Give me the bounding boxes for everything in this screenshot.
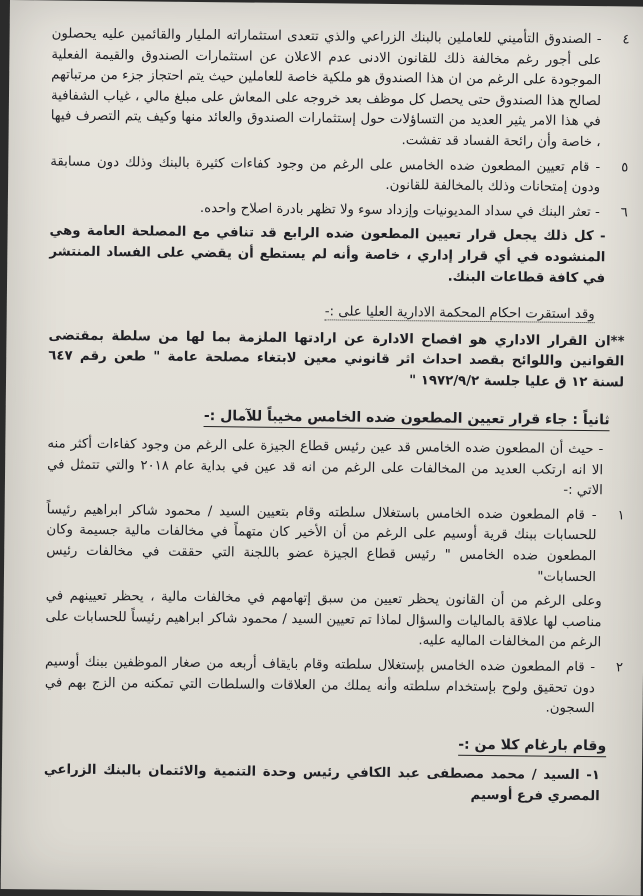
item-number: ١ — [617, 508, 625, 524]
paragraph-summary: - كل ذلك يجعل قرار تعيين المطعون ضده الرابع قد تنافي مع المصلحة العامة وهي المنشوده في أي قرار إداري ، خاصة وأنه لم يستطع أن يقضي على الفساد المنتشر في كافة قطاعات البنك. — [49, 223, 606, 286]
paragraph-5 — [50, 152, 630, 199]
item-number: ٦ — [620, 205, 628, 221]
document-body — [44, 24, 632, 812]
violation-2 — [45, 652, 626, 720]
document-page — [1, 0, 643, 896]
violation-1 — [46, 500, 627, 588]
item-number: ٥ — [621, 159, 629, 176]
court-intro-text: وقد استقرت احكام المحكمة الادارية العليا على :- — [324, 304, 595, 323]
paragraph-6 — [50, 197, 630, 224]
paragraph-fifth-respondent: - حيث أن المطعون ضده الخامس قد عين رئيس قطاع الجيزة على الرغم من وجود كفاءات أكثر منه الا انه ارتكب العديد من المخالفات على الرغم من انه قد عين في بداية عام ٢٠١٨ والتي تتمثل في الاتي :- — [47, 436, 604, 499]
section-heading-second — [48, 404, 628, 431]
item-number: ٤ — [622, 32, 630, 48]
paragraph-text: - قام المطعون ضده الخامس بإستغلال سلطته وقام بايقاف أربعه من صغار الموظفين ببنك أوسيم دون تحقيق ولوح بإستخدام سلطته وأنه يملك من العلاقات والسلطات التي تمكنه من الزج بهم في السجون. — [44, 654, 596, 717]
court-intro — [49, 300, 629, 327]
paragraph-4 — [50, 24, 631, 154]
paragraph-text: - الصندوق التأميني للعاملين بالبنك الزراعي والذي تتعدى استثماراته المليار والقائمين عليه يحصلون على أجور رغم مخالفة ذلك للقانون الادنى عدم الاعلان عن استثمارات الصندوق والقيمة الفعلية الموجودة على الرغم من ان هذا الصندوق هو ملكية خاصة للعاملين حيث يتم احتجاز جزء من مرتباتهم لصالح هذا الصندوق حتى يحصل كل موظف بعد خروجه على المعاش على مبلغ مالي ، غياب الشفافية في هذا الامر يثير العديد من التساؤلات حول إستثمارات الصندوق والعائد منها وكيف يتم التصرف فيها ، خاصة وأن رائحة الفساد قد تفشت. — [50, 26, 602, 151]
paragraph-text: - قام المطعون ضده الخامس باستغلال سلطته وقام بتعيين السيد / محمود شاكر ابراهيم رئيساً للحسابات ببنك قرية أوسيم على الرغم من أن الأخير كان متهماً في مخالفات مالية جسيمة وكان المطعون ضده الخامس " رئيس قطاع الجيزة عضو باللجنة التي حققت في مخالفات رئيس الحسابات" — [46, 502, 597, 585]
violation-1-continued: وعلى الرغم من أن القانون يحظر تعيين من سبق إتهامهم في مخالفات مالية ، يحظر تعيينهم في مناصب لها علاقة بالماليات والسؤال لماذا تم تعيين السيد / محمود شاكر ابراهيم رئيساً للحسابات على الرغم من المخالفات الماليه عليه. — [45, 588, 602, 651]
item-number: ٢ — [615, 660, 624, 676]
section-heading-text: وقام بارغام كلا من :- — [458, 737, 606, 758]
section-heading-forced — [44, 730, 624, 757]
paragraph-text: - قام تعيين المطعون ضده الخامس على الرغم من وجود كفاءات كثيرة بالبنك وذلك دون مسابقة ودون إمتحانات وذلك بالمخالفة للقانون. — [50, 153, 601, 196]
section-heading-text: ثانياً : جاء قرار تعيين المطعون ضده الخامس مخيباً للآمال :- — [204, 408, 610, 431]
paragraph-text: - تعثر البنك في سداد المديونيات وإزداد سوء ولا تظهر بادرة اصلاح واحده. — [199, 200, 600, 220]
forced-person-1: ١- السيد / محمد مصطفى عبد الكافي رئيس وحدة التنمية والائتمان بالبنك الزراعي المصري فرع أوسيم — [43, 762, 600, 805]
court-quote: **ان القرار الاداري هو افصاح الادارة عن ارادتها الملزمة بما لها من سلطة بمقتضى القوانين واللوائح بقصد احداث اثر قانوني معين لابتغاء مصلحة عامة " طعن رقم ٦٤٧ لسنة ١٢ ق عليا جلسة ١٩٧٢/٩/٢ " — [48, 328, 625, 391]
